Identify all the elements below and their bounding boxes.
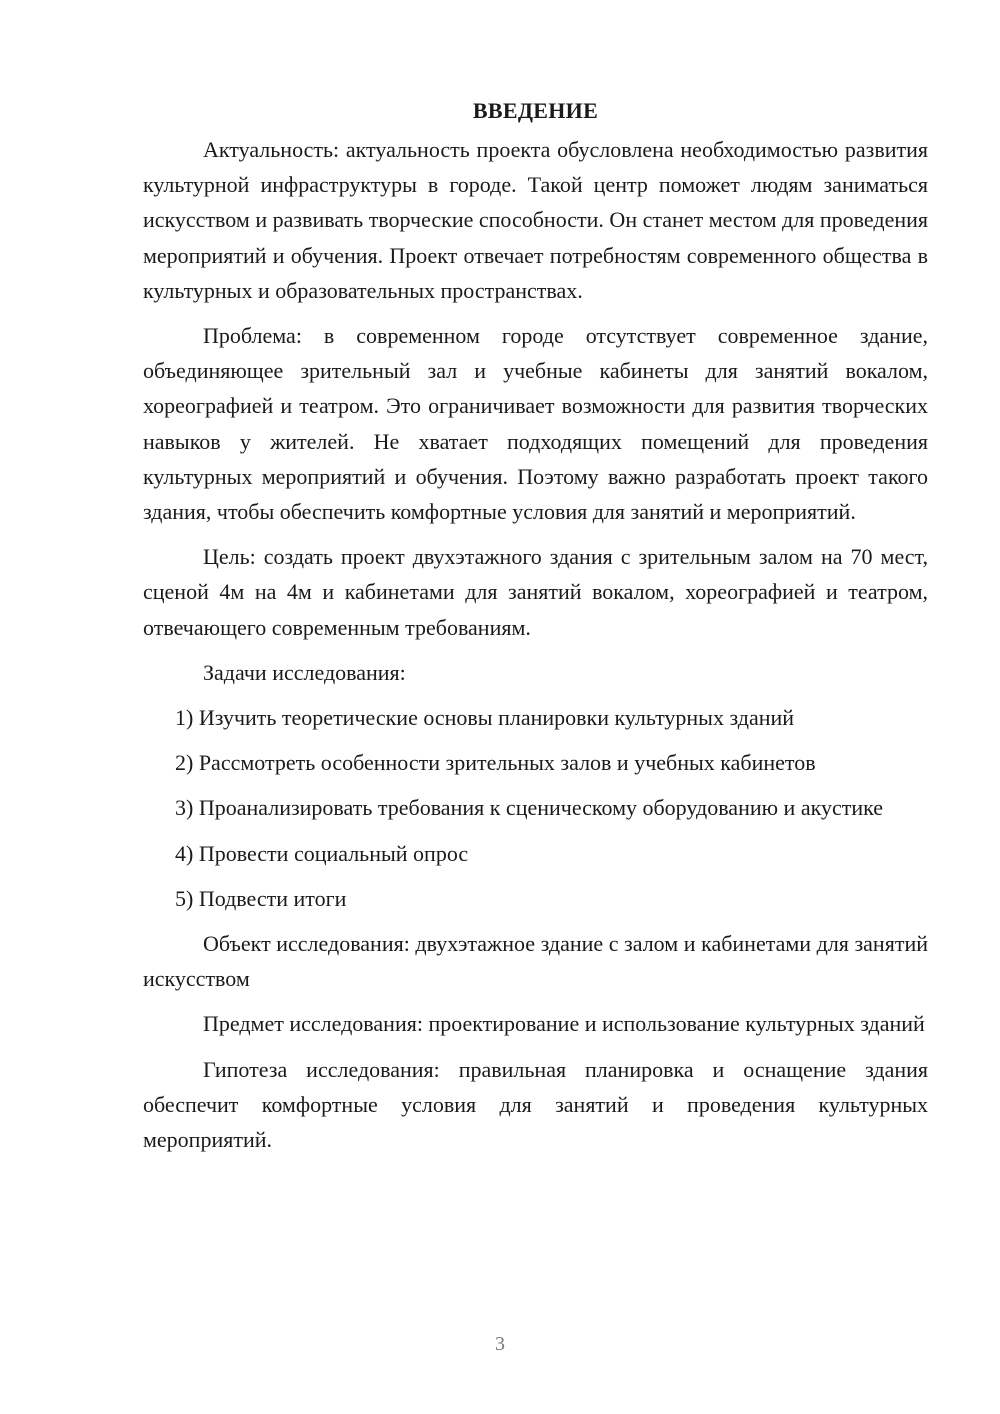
tasks-heading: Задачи исследования:	[203, 659, 406, 685]
task-item-5: 5) Подвести итоги	[175, 885, 347, 911]
document-page	[143, 96, 928, 1167]
page-title: ВВЕДЕНИЕ	[472, 98, 599, 123]
problem-paragraph: Проблема: в современном городе отсутствует современное здание, объединяющее зрительный зал и учебные кабинеты для занятий вокалом, хореографией и театром. Это ограничивает возможности для развития творческих навыков у жителей. Не хватает подходящих помещений для проведения культурных мероприятий и обучения. Поэтому важно разработать проект такого здания, чтобы обеспечить комфортные условия для занятий и мероприятий.	[143, 323, 928, 525]
task-item-3: 3) Проанализировать требования к сценическому оборудованию и акустике	[175, 795, 884, 821]
page-number: 3	[495, 1333, 505, 1355]
task-item-2: 2) Рассмотреть особенности зрительных залов и учебных кабинетов	[175, 750, 816, 776]
subject-paragraph: Предмет исследования: проектирование и использование культурных зданий	[203, 1011, 925, 1037]
relevance-paragraph: Актуальность: актуальность проекта обусловлена необходимостью развития культурной инфраструктуры в городе. Такой центр поможет людям заниматься искусством и развивать творческие способности. Он станет местом для проведения мероприятий и обучения. Проект отвечает потребностям современного общества в культурных и образовательных пространствах.	[143, 137, 928, 303]
task-item-1: 1) Изучить теоретические основы планировки культурных зданий	[175, 705, 795, 731]
goal-paragraph: Цель: создать проект двухэтажного здания с зрительным залом на 70 мест, сценой 4м на 4м и кабинетами для занятий вокалом, хореографией и театром, отвечающего современным требованиям.	[143, 544, 928, 640]
object-paragraph: Объект исследования: двухэтажное здание с залом и кабинетами для занятий искусством	[143, 931, 928, 992]
task-item-4: 4) Провести социальный опрос	[175, 840, 469, 866]
hypothesis-paragraph: Гипотеза исследования: правильная планировка и оснащение здания обеспечит комфортные условия для занятий и проведения культурных мероприятий.	[143, 1056, 928, 1153]
